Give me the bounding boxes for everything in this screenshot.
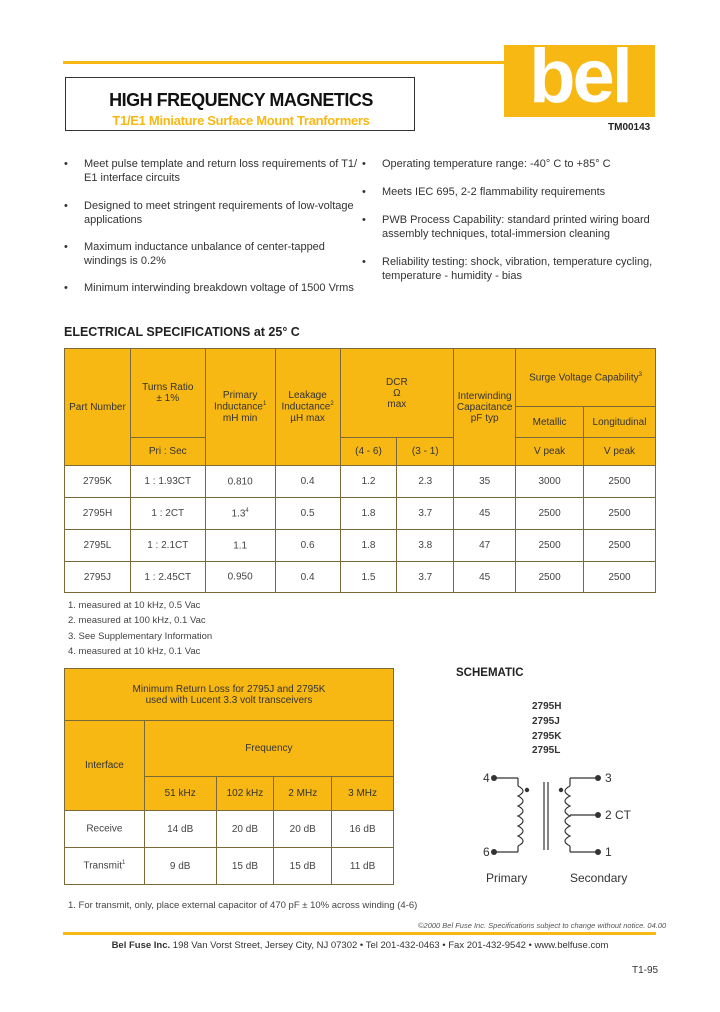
bullet-glyph: • xyxy=(362,158,366,170)
feature-bullet xyxy=(64,199,354,227)
header-freq: 102 kHz xyxy=(216,777,274,811)
feature-bullet xyxy=(362,157,611,171)
feature-bullet xyxy=(64,281,354,295)
pin-6-dot xyxy=(491,849,497,855)
header-vpeak-metallic: V peak xyxy=(516,438,584,466)
bullet-line: Meet pulse template and return loss requirements of T1/ xyxy=(84,158,358,170)
header-interwinding-capacitance: Interwinding Capacitance pF typ xyxy=(454,349,516,466)
bullet-line: PWB Process Capability: standard printed wiring board xyxy=(382,214,650,226)
pin-4-dot xyxy=(491,775,497,781)
bullet-line: Operating temperature range: -40° C to +85° C xyxy=(382,158,611,170)
pin-2-dot xyxy=(595,812,601,818)
header-dcr-4-6: (4 - 6) xyxy=(340,438,397,466)
bullet-line: Designed to meet stringent requirements of low-voltage xyxy=(84,200,354,212)
electrical-spec-table xyxy=(64,348,656,593)
bullet-line: windings is 0.2% xyxy=(84,255,166,267)
footer-accent-bar xyxy=(63,932,656,935)
polarity-dot-secondary xyxy=(559,788,563,792)
header-freq: 3 MHz xyxy=(332,777,394,811)
primary-label: Primary xyxy=(486,871,528,885)
feature-bullet xyxy=(362,185,606,199)
transformer-schematic xyxy=(470,760,650,890)
pin-6-label: 6 xyxy=(483,845,490,859)
bullet-line: Reliability testing: shock, vibration, temperature cycling, xyxy=(382,256,653,268)
schematic-part: 2795L xyxy=(532,745,561,756)
bullet-line: assembly techniques, total-immersion cleaning xyxy=(382,228,611,240)
bullet-glyph: • xyxy=(362,214,366,226)
schematic-title: SCHEMATIC xyxy=(456,667,524,679)
header-pri-sec: Pri : Sec xyxy=(130,438,205,466)
bullet-line: E1 interface circuits xyxy=(84,172,180,184)
bullet-glyph: • xyxy=(64,282,68,294)
return-loss-table xyxy=(64,668,394,885)
schematic-part: 2795J xyxy=(532,716,560,727)
header-freq: 2 MHz xyxy=(274,777,332,811)
bullet-glyph: • xyxy=(362,186,366,198)
header-metallic: Metallic xyxy=(516,407,584,438)
pin-4-label: 4 xyxy=(483,771,490,785)
header-part-number: Part Number xyxy=(65,349,131,466)
page-number: T1-95 xyxy=(632,965,659,976)
header-freq: 51 kHz xyxy=(144,777,216,811)
bullet-glyph: • xyxy=(64,158,68,170)
feature-bullet xyxy=(64,240,325,268)
bullet-line: applications xyxy=(84,214,143,226)
header-dcr-3-1: (3 - 1) xyxy=(397,438,454,466)
feature-bullet xyxy=(64,157,358,185)
secondary-coil xyxy=(565,786,570,846)
feature-bullet xyxy=(362,213,650,241)
title-box xyxy=(65,77,415,131)
bullet-line: Maximum inductance unbalance of center-tapped xyxy=(84,241,325,253)
bullet-glyph: • xyxy=(64,200,68,212)
table-row: 2795H 1 : 2CT $1.3^4$ 0.5 1.8 3.7 45 2500 2500 xyxy=(65,498,656,530)
bel-logo xyxy=(504,34,655,119)
page-title: HIGH FREQUENCY MAGNETICS xyxy=(109,90,373,110)
header-vpeak-longitudinal: V peak xyxy=(584,438,656,466)
table-row: 2795K 1 : 1.93CT 0.810 0.4 1.2 2.3 35 3000 2500 xyxy=(65,466,656,498)
table-row: Transmit$^1$ 9 dB 15 dB 15 dB 11 dB xyxy=(65,848,394,885)
table-row: 2795L 1 : 2.1CT 1.1 0.6 1.8 3.8 47 2500 2500 xyxy=(65,530,656,562)
feature-bullet xyxy=(362,255,653,283)
pin-1-dot xyxy=(595,849,601,855)
header-dcr: DCR Ω max xyxy=(340,349,454,438)
header-accent-bar xyxy=(63,61,504,64)
pin-3-label: 3 xyxy=(605,771,612,785)
header-frequency: Frequency xyxy=(144,721,393,777)
primary-coil xyxy=(518,786,523,846)
table-row: 2795J 1 : 2.45CT 0.950 0.4 1.5 3.7 45 2500 2500 xyxy=(65,562,656,593)
return-loss-title: Minimum Return Loss for 2795J and 2795K used with Lucent 3.3 volt transceivers xyxy=(65,669,394,721)
spec-note: 4. measured at 10 kHz, 0.1 Vac xyxy=(68,646,201,657)
spec-note: 2. measured at 100 kHz, 0.1 Vac xyxy=(68,615,206,626)
bullet-line: temperature - humidity - bias xyxy=(382,270,522,282)
header-interface: Interface xyxy=(65,721,145,811)
table-row: Receive 14 dB 20 dB 20 dB 16 dB xyxy=(65,811,394,848)
page-subtitle: T1/E1 Miniature Surface Mount Tranformers xyxy=(112,113,370,128)
header-turns-ratio: Turns Ratio ± 1% xyxy=(130,349,205,438)
schematic-part: 2795H xyxy=(532,701,562,712)
bullet-line: Meets IEC 695, 2-2 flammability requirements xyxy=(382,186,606,198)
pin-2ct-label: 2 CT xyxy=(605,808,632,822)
header-primary-inductance: Primary Inductance$^1$ mH min xyxy=(205,349,275,466)
bullet-line: Minimum interwinding breakdown voltage of 1500 Vrms xyxy=(84,282,354,294)
secondary-label: Secondary xyxy=(570,871,628,885)
document-number: TM00143 xyxy=(608,122,651,133)
bullet-glyph: • xyxy=(362,256,366,268)
pin-3-dot xyxy=(595,775,601,781)
header-surge-voltage: Surge Voltage Capability$^3$ xyxy=(516,349,656,407)
schematic-part: 2795K xyxy=(532,731,562,742)
spec-note: 1. measured at 10 kHz, 0.5 Vac xyxy=(68,600,201,611)
spec-note: 3. See Supplementary Information xyxy=(68,631,213,642)
footer-address: Bel Fuse Inc. 198 Van Vorst Street, Jersey City, NJ 07302 • Tel 201-432-0463 • Fax 201-432-9542 • www.belfuse.com xyxy=(111,940,609,951)
copyright: ©2000 Bel Fuse Inc. Specifications subject to change without notice. 04.00 xyxy=(418,921,667,930)
polarity-dot-primary xyxy=(525,788,529,792)
logo-text: bel xyxy=(529,34,630,119)
bullet-glyph: • xyxy=(64,241,68,253)
pin-1-label: 1 xyxy=(605,845,612,859)
header-leakage-inductance: Leakage Inductance$^2$ µH max xyxy=(275,349,340,466)
section-title: ELECTRICAL SPECIFICATIONS at 25° C xyxy=(64,325,300,339)
return-loss-note: 1. For transmit, only, place external capacitor of 470 pF ± 10% across winding (4-6) xyxy=(68,900,418,911)
header-longitudinal: Longitudinal xyxy=(584,407,656,438)
